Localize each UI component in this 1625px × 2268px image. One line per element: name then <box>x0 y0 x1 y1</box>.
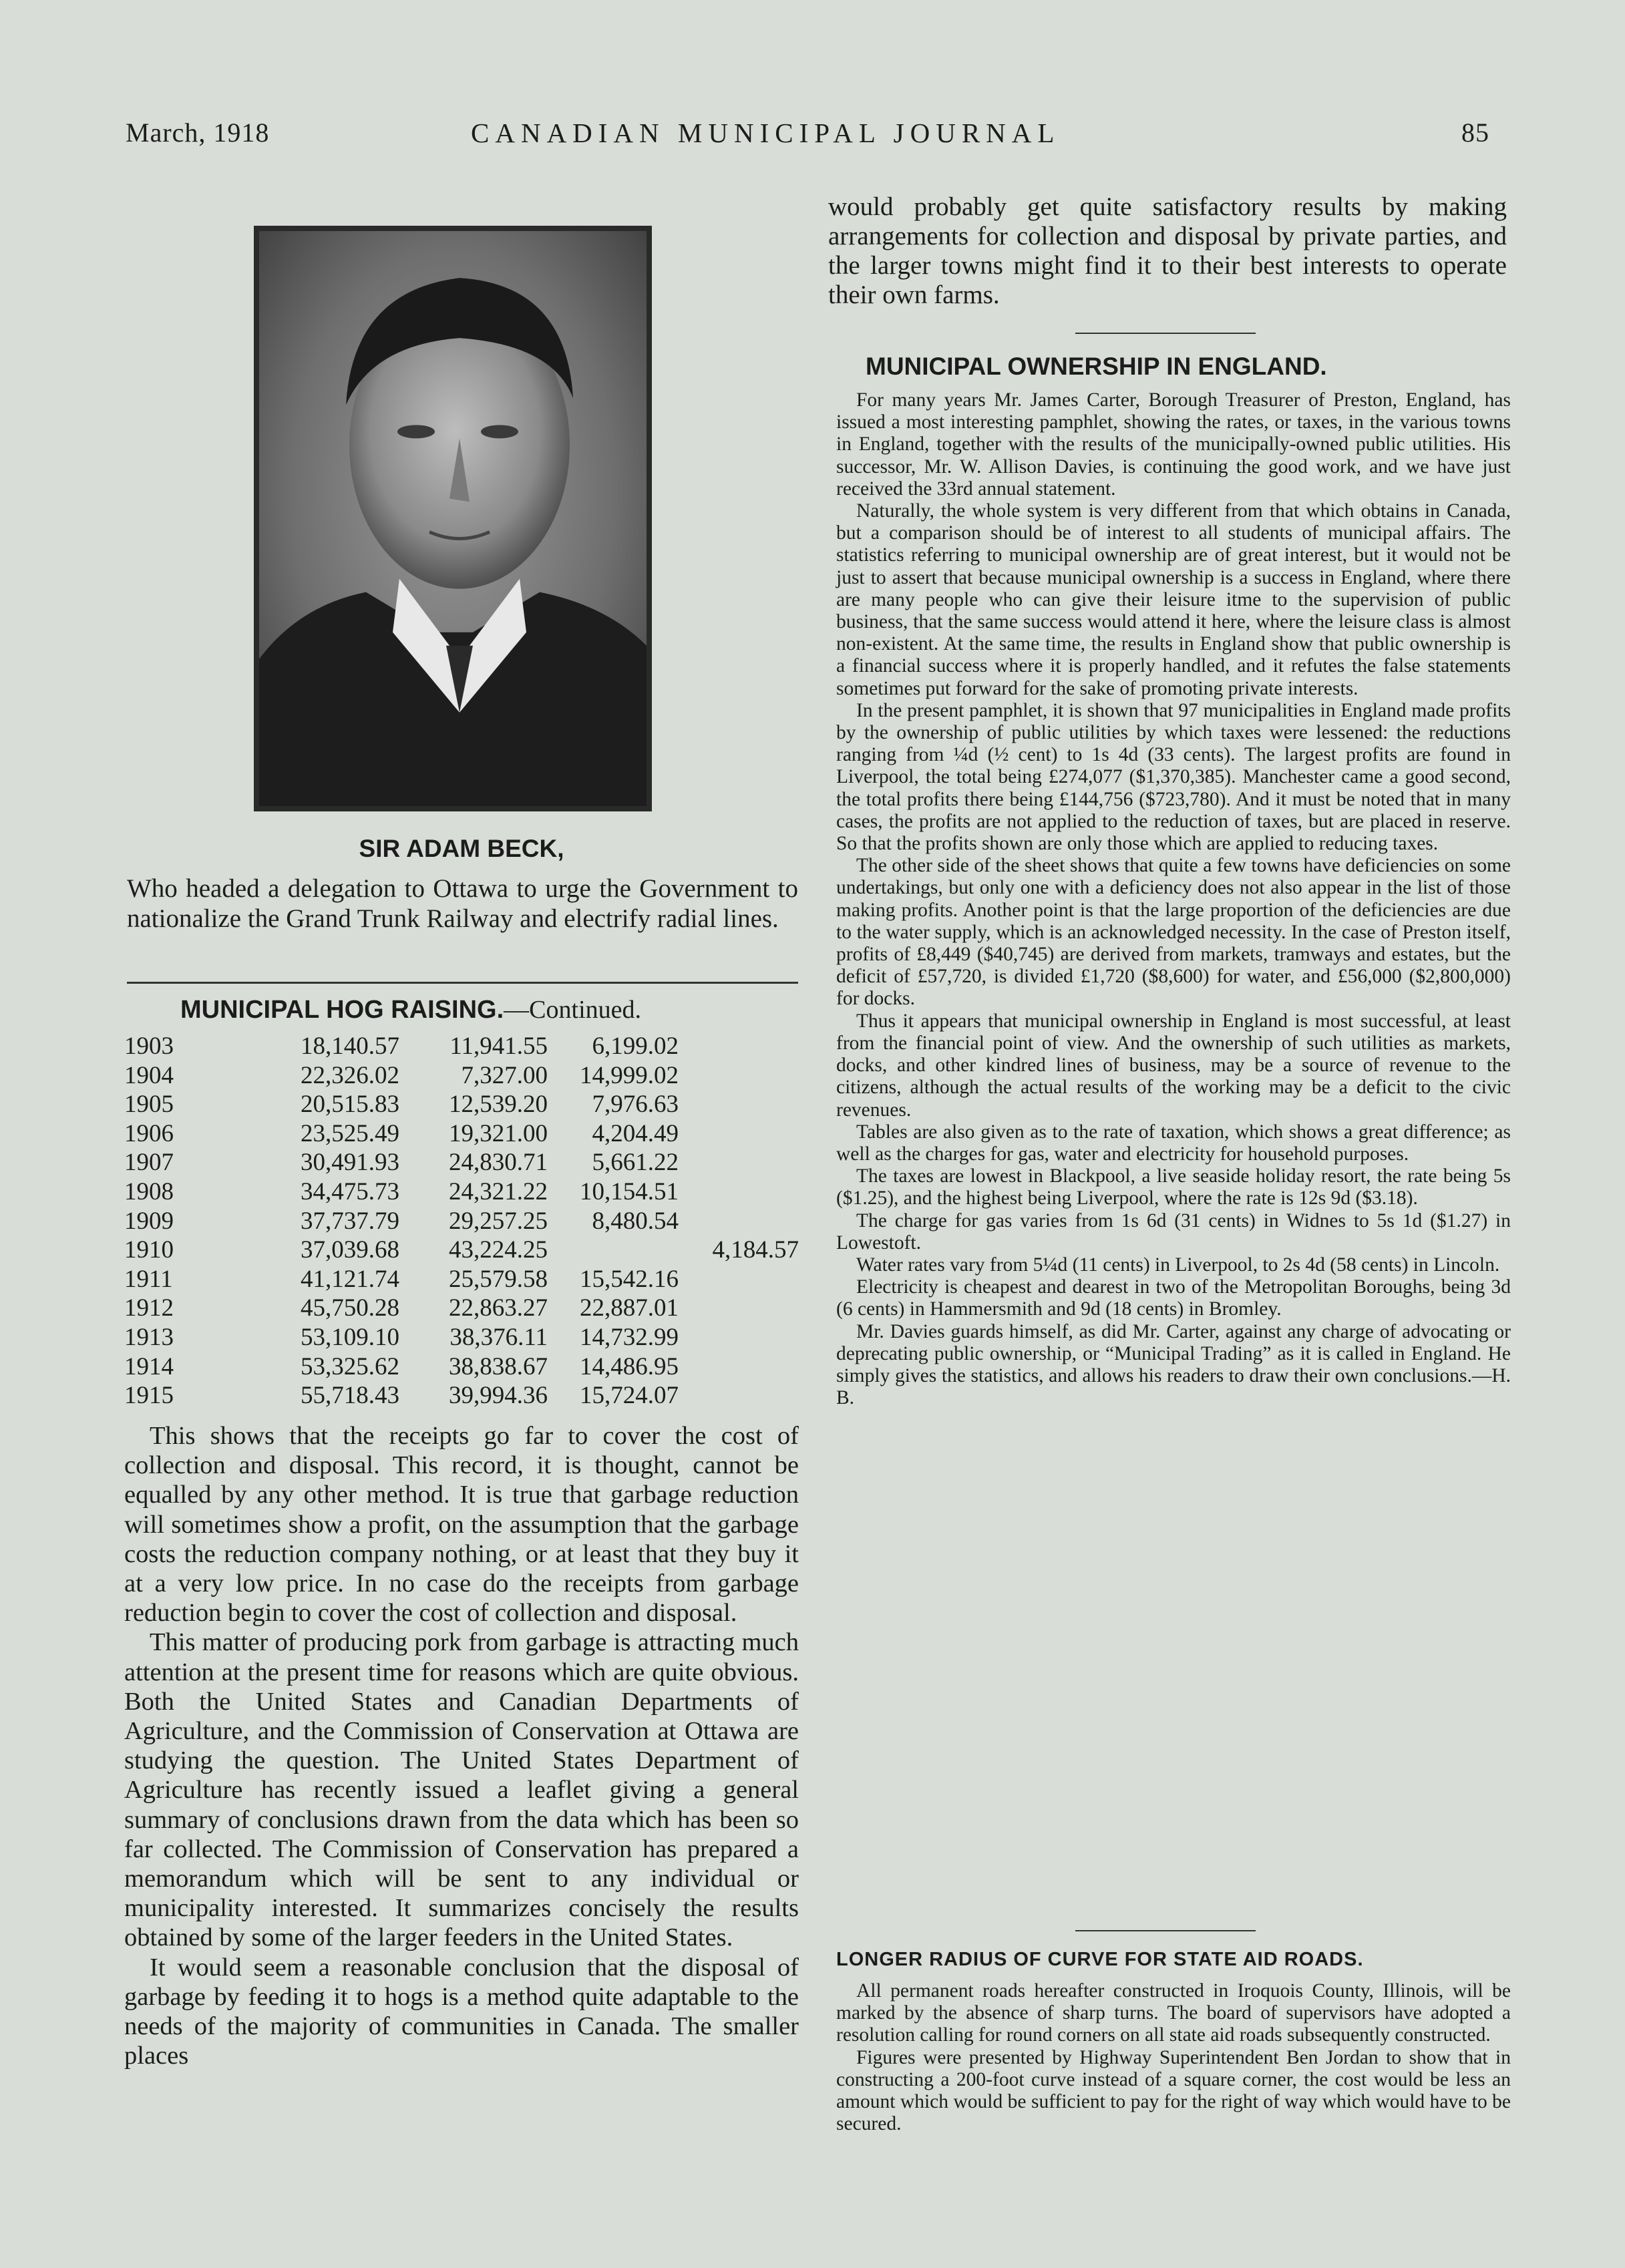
caption-text: Who headed a delegation to Ottawa to urge the Government to nationalize the Grand Trunk Railway and electrify radial lines. <box>127 874 798 933</box>
table-cell-b: 38,376.11 <box>449 1323 548 1351</box>
table-cell-d <box>679 1119 799 1149</box>
table-cell-b: 11,941.55 <box>449 1032 548 1060</box>
table-cell-c: 10,154.51 <box>580 1177 679 1205</box>
table-cell-a: 18,140.57 <box>301 1032 399 1060</box>
table-cell-d: 4,184.57 <box>712 1236 799 1264</box>
table-cell-c: 14,732.99 <box>580 1323 679 1351</box>
table-cell-a: 37,039.68 <box>301 1236 399 1264</box>
hog-paragraph: It would seem a reasonable conclusion that the disposal of garbage by feeding it to hogs is a method quite adaptable to the needs of the majority of communities in Canada. The smaller places <box>124 1953 799 2070</box>
curve-paragraph: All permanent roads hereafter constructed in Iroquois County, Illinois, will be marked by the absence of sharp turns. The board of supervisors have adopted a resolution calling for round corners on all state aid roads subsequently constructed. <box>836 1980 1511 2046</box>
ownership-paragraph: In the present pamphlet, it is shown that 97 municipalities in England made profits by the ownership of public utilities by which taxes were lessened: the reductions ranging from ¼d (½ cent) to 1s 4d (33 cents). The largest profits are found in Liverpool, the total being £274,077 ($1,370,385). Manchester came a good second, the total profits there being £144,756 ($723,780). And it must be noted that in many cases, the profits are not applied to the reduction of taxes, but are placed in reserve. So that the profits shown are only those which are applied to reducing taxes. <box>836 699 1511 855</box>
ownership-paragraph: Naturally, the whole system is very different from that which obtains in Canada, but a comparison should be of interest to all students of municipal affairs. The statistics referring to municipal ownership are of great interest, but it would not be just to assert that because municipal ownership is a success in England, where there are many people who can give their leisure itme to the supervision of public business, that the same success would attend it here, where the leisure class is almost non-existent. At the same time, the results in England show that public ownership is a financial success where it is properly handled, and it refutes the false statements sometimes put forward for the sake of promoting private interests. <box>836 500 1511 699</box>
hog-data-table <box>124 1032 799 1410</box>
table-cell-year: 1908 <box>124 1177 174 1205</box>
curve-paragraph: Figures were presented by Highway Superintendent Ben Jordan to show that in constructing a 200-foot curve instead of a square corner, the cost would be less an amount which would be sufficient to pay for the right of way which would have to be secured. <box>836 2046 1511 2135</box>
table-cell-year: 1910 <box>124 1236 174 1264</box>
portrait-illustration <box>259 231 647 806</box>
table-cell-b: 24,830.71 <box>449 1149 548 1177</box>
table-cell-c: 15,724.07 <box>580 1382 679 1410</box>
table-cell-b: 25,579.58 <box>449 1265 548 1293</box>
section-divider <box>1075 333 1256 334</box>
curve-section-title: LONGER RADIUS OF CURVE FOR STATE AID ROADS. <box>836 1949 1364 1970</box>
table-row <box>124 1148 799 1177</box>
table-row <box>124 1294 799 1323</box>
table-row <box>124 1381 799 1410</box>
table-row <box>124 1119 799 1149</box>
portrait-photo-icon <box>254 226 652 811</box>
hog-continuation-paragraph: would probably get quite satisfactory results by making arrangements for collection and disposal by private parties, and the larger towns might find it to their best interests to operate their own farms. <box>828 192 1507 309</box>
table-cell-c: 14,486.95 <box>580 1352 679 1380</box>
hog-section-title <box>180 995 641 1024</box>
table-cell-year: 1911 <box>124 1265 173 1293</box>
ownership-paragraph: The taxes are lowest in Blackpool, a live seaside holiday resort, the rate being 5s ($1.25), and the highest being Liverpool, where the rate is 12s 9d ($3.18). <box>836 1165 1511 1209</box>
table-cell-a: 53,325.62 <box>301 1352 399 1380</box>
ownership-paragraph: Tables are also given as to the rate of taxation, which shows a great difference; as well as the charges for gas, water and electricity for household purposes. <box>836 1121 1511 1165</box>
table-cell-c: 22,887.01 <box>580 1294 679 1322</box>
table-cell-year: 1907 <box>124 1149 174 1177</box>
table-row <box>124 1061 799 1091</box>
table-row <box>124 1236 799 1265</box>
table-cell-c: 7,976.63 <box>592 1091 679 1119</box>
table-cell-c: 8,480.54 <box>592 1207 679 1235</box>
table-row <box>124 1265 799 1294</box>
ownership-paragraph: For many years Mr. James Carter, Borough Treasurer of Preston, England, has issued a most interesting pamphlet, showing the rates, or taxes, in the various towns in England, together with the results of the municipally-owned public utilities. His successor, Mr. W. Allison Davies, is continuing the good work, and we have just received the 33rd annual statement. <box>836 389 1511 500</box>
table-cell-c <box>548 1236 679 1265</box>
ownership-paragraph: Mr. Davies guards himself, as did Mr. Carter, against any charge of advocating or deprecating public ownership, or “Municipal Trading” as it is called in England. He simply gives the statistics, and allows his readers to draw their own conclusions.—H. B. <box>836 1320 1511 1409</box>
table-cell-a: 30,491.93 <box>301 1149 399 1177</box>
table-cell-b: 22,863.27 <box>449 1294 548 1322</box>
section-divider <box>1075 1930 1256 1931</box>
table-cell-b: 38,838.67 <box>449 1352 548 1380</box>
table-cell-b: 19,321.00 <box>449 1119 548 1147</box>
table-row <box>124 1032 799 1061</box>
table-cell-d <box>679 1381 799 1410</box>
header-journal-title: CANADIAN MUNICIPAL JOURNAL <box>471 118 1061 148</box>
table-cell-a: 34,475.73 <box>301 1177 399 1205</box>
table-cell-year: 1909 <box>124 1207 174 1235</box>
table-cell-a: 45,750.28 <box>301 1294 399 1322</box>
table-cell-d <box>679 1061 799 1091</box>
table-cell-d <box>679 1032 799 1061</box>
table-row <box>124 1090 799 1119</box>
header-date: March, 1918 <box>126 118 270 148</box>
table-cell-year: 1914 <box>124 1352 174 1380</box>
table-cell-b: 7,327.00 <box>461 1061 548 1089</box>
caption-title: SIR ADAM BECK, <box>359 835 564 862</box>
hog-continuation-text <box>828 192 1507 310</box>
hog-continued-text: —Continued. <box>504 996 641 1024</box>
page-header <box>0 117 1625 164</box>
table-cell-year: 1904 <box>124 1061 174 1089</box>
ownership-section-title: MUNICIPAL OWNERSHIP IN ENGLAND. <box>866 353 1327 380</box>
ownership-paragraph: Electricity is cheapest and dearest in two of the Metropolitan Boroughs, being 3d (6 cents) in Hammersmith and 9d (18 cents) in Bromley. <box>836 1276 1511 1320</box>
ownership-paragraph: Water rates vary from 5¼d (11 cents) in Liverpool, to 2s 4d (58 cents) in Lincoln. <box>856 1254 1500 1276</box>
table-cell-c: 4,204.49 <box>592 1119 679 1147</box>
table-cell-a: 37,737.79 <box>301 1207 399 1235</box>
table-cell-year: 1912 <box>124 1294 174 1322</box>
table-cell-a: 53,109.10 <box>301 1323 399 1351</box>
table-cell-a: 41,121.74 <box>301 1265 399 1293</box>
table-cell-d <box>679 1207 799 1236</box>
table-cell-d <box>679 1090 799 1119</box>
table-cell-year: 1913 <box>124 1323 174 1351</box>
table-cell-b: 12,539.20 <box>449 1091 548 1119</box>
table-cell-a: 22,326.02 <box>301 1061 399 1089</box>
table-cell-b: 29,257.25 <box>449 1207 548 1235</box>
table-cell-b: 39,994.36 <box>449 1382 548 1410</box>
table-cell-year: 1903 <box>124 1032 174 1060</box>
table-cell-b: 24,321.22 <box>449 1177 548 1205</box>
ownership-paragraph: The charge for gas varies from 1s 6d (31 cents) in Widnes to 5s 1d ($1.27) in Lowestoft. <box>836 1209 1511 1254</box>
table-cell-a: 55,718.43 <box>301 1382 399 1410</box>
table-row <box>124 1207 799 1236</box>
table-cell-d <box>679 1294 799 1323</box>
ownership-paragraph: Thus it appears that municipal ownership in England is most successful, at least from the financial point of view. And the ownership of such utilities as markets, docks, and other kindred lines of business, may be a source of revenue to the citizens, although the actual results of the working may be a deficit to the civic revenues. <box>836 1010 1511 1121</box>
table-cell-b: 43,224.25 <box>449 1236 548 1264</box>
table-row <box>124 1323 799 1352</box>
hog-title-text: MUNICIPAL HOG RAISING. <box>180 996 504 1024</box>
hog-paragraph: This matter of producing pork from garbage is attracting much attention at the present time for reasons which are quite obvious. Both the United States and Canadian Departments of Agriculture, and the Commission of Conservation at Ottawa are studying the question. The United States Department of Agriculture has recently issued a leaflet giving a general summary of conclusions drawn from the data which has been so far collected. The Commission of Conservation has prepared a memorandum which will be sent to any individual or municipality interested. It summarizes concisely the results obtained by some of the larger feeders in the United States. <box>124 1628 799 1952</box>
hog-body-text <box>124 1421 799 2070</box>
section-divider <box>127 982 798 984</box>
curve-body-text <box>836 1980 1511 2135</box>
table-cell-year: 1906 <box>124 1119 174 1147</box>
table-cell-d <box>679 1177 799 1207</box>
header-page-number: 85 <box>1461 118 1489 148</box>
table-row <box>124 1177 799 1207</box>
ownership-body-text <box>836 389 1511 1409</box>
table-cell-d <box>679 1352 799 1382</box>
table-cell-c: 15,542.16 <box>580 1265 679 1293</box>
table-cell-a: 23,525.49 <box>301 1119 399 1147</box>
table-cell-d <box>679 1148 799 1177</box>
table-cell-c: 14,999.02 <box>580 1061 679 1089</box>
table-cell-d <box>679 1323 799 1352</box>
table-cell-c: 6,199.02 <box>592 1032 679 1060</box>
table-cell-a: 20,515.83 <box>301 1091 399 1119</box>
table-cell-year: 1915 <box>124 1382 174 1410</box>
table-cell-c: 5,661.22 <box>592 1149 679 1177</box>
table-cell-year: 1905 <box>124 1091 174 1119</box>
table-cell-d <box>679 1265 799 1294</box>
ownership-paragraph: The other side of the sheet shows that quite a few towns have deficiencies on some undertakings, but only one with a deficiency does not also appear in the list of those making profits. Another point is that the large proportion of the deficiencies are due to the water supply, which is an acknowledged necessity. In the case of Preston itself, profits of £8,449 ($40,745) are derived from markets, tramways and estates, but the deficit of £57,720, is divided £1,720 ($8,600) for water, and £56,000 ($2,800,000) for docks. <box>836 855 1511 1010</box>
hog-paragraph: This shows that the receipts go far to cover the cost of collection and disposal. This record, it is thought, cannot be equalled by any other method. It is true that garbage reduction will sometimes show a profit, on the assumption that the garbage costs the reduction company nothing, or at least that they buy it at a very low price. In no case do the receipts from garbage reduction begin to cover the cost of collection and disposal. <box>124 1422 799 1628</box>
table-row <box>124 1352 799 1382</box>
